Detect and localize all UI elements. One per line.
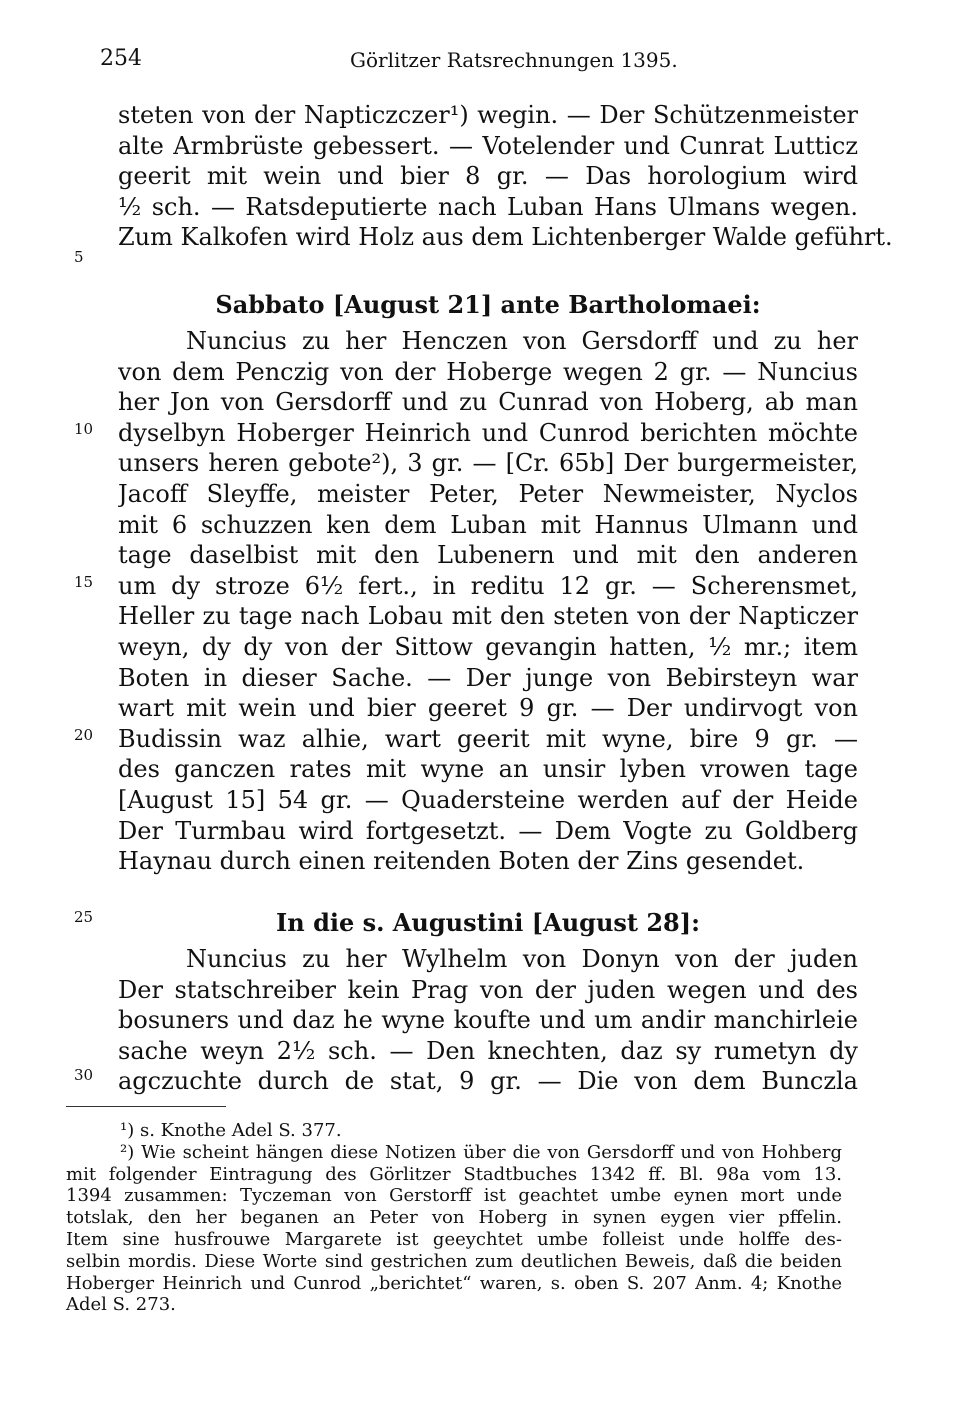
page-header bbox=[100, 46, 860, 82]
text-line: Der Turmbau wird fortgesetzt. — Dem Vogte zu Goldberg bbox=[118, 816, 858, 845]
footnote-line: ¹) s. Knothe Adel S. 377. bbox=[120, 1120, 342, 1141]
text-block-2 bbox=[118, 326, 858, 877]
text-line: bosuners und daz he wyne koufte und um andir manchirleie bbox=[118, 1006, 858, 1035]
text-line: dyselbyn Hoberger Heinrich und Cunrod berichten möchte bbox=[118, 418, 858, 447]
footnote-rule bbox=[66, 1106, 226, 1107]
footnotes bbox=[66, 1120, 842, 1316]
margin-line-number: 5 bbox=[74, 248, 84, 266]
margin-line-number: 25 bbox=[74, 908, 94, 926]
text-line: Boten in dieser Sache. — Der junge von Bebirsteyn war bbox=[118, 663, 858, 692]
text-line: alte Armbrüste gebessert. — Votelender und Cunrat Lutticz bbox=[118, 131, 858, 160]
text-line: unsers heren gebote²), 3 gr. — [Cr. 65b] Der burgermeister, bbox=[118, 449, 858, 478]
text-line: mit 6 schuzzen ken dem Luban mit Hannus Ulmann und bbox=[118, 510, 858, 539]
margin-line-number: 30 bbox=[74, 1066, 94, 1084]
text-line: Nuncius zu her Henczen von Gersdorff und zu her bbox=[186, 327, 858, 355]
text-line: weyn, dy dy von der Sittow gevangin hatten, ½ mr.; item bbox=[118, 632, 858, 661]
text-line: steten von der Napticzczer¹) wegin. — Der Schützenmeister bbox=[118, 101, 858, 129]
page-number: 254 bbox=[100, 46, 142, 71]
text-line: Jacoff Sleyffe, meister Peter, Peter Newmeister, Nyclos bbox=[118, 479, 858, 508]
text-line: um dy stroze 6½ fert., in reditu 12 gr. — Scherensmet, bbox=[118, 571, 858, 600]
text-line: Haynau durch einen reitenden Boten der Zins gesendet. bbox=[118, 847, 805, 876]
text-line: Budissin waz alhie, wart geerit mit wyne, bire 9 gr. — bbox=[118, 724, 858, 753]
text-line: Der statschreiber kein Prag von der juden wegen und des bbox=[118, 975, 858, 1004]
text-line: geerit mit wein und bier 8 gr. — Das horologium wird bbox=[118, 162, 858, 191]
text-line: ½ sch. — Ratsdeputierte nach Luban Hans Ulmans wegen. bbox=[118, 192, 858, 221]
footnote-line: 1394 zusammen: Tyczeman von Gerstorff ist geachtet umbe eynen mort unde bbox=[66, 1185, 842, 1207]
text-line: agczuchte durch de stat, 9 gr. — Die von dem Bunczla bbox=[118, 1067, 858, 1096]
text-line: des ganczen rates mit wyne an unsir lyben vrowen tage bbox=[118, 755, 858, 784]
footnote-line: ²) Wie scheint hängen diese Notizen über die von Gersdorff und von Hohberg bbox=[120, 1141, 842, 1163]
section-heading-sabbato: Sabbato [August 21] ante Bartholomaei: bbox=[215, 290, 761, 319]
margin-line-number: 10 bbox=[74, 420, 94, 438]
text-line: her Jon von Gersdorff und zu Cunrad von Hoberg, ab man bbox=[118, 388, 858, 417]
text-line: Heller zu tage nach Lobau mit den steten von der Napticzer bbox=[118, 602, 858, 631]
text-line: Zum Kalkofen wird Holz aus dem Lichtenberger Walde geführt. bbox=[118, 223, 893, 252]
text-line: sache weyn 2½ sch. — Den knechten, daz sy rumetyn dy bbox=[118, 1036, 858, 1065]
text-line: von dem Penczig von der Hoberge wegen 2 gr. — Nuncius bbox=[118, 357, 858, 386]
text-line: Nuncius zu her Wylhelm von Donyn von der juden bbox=[186, 945, 858, 973]
footnote-line: Item sine husfrouwe Margarete ist geeychtet umbe folleist unde holffe des- bbox=[66, 1228, 842, 1250]
footnote-line: Adel S. 273. bbox=[66, 1294, 176, 1316]
text-line: tage daselbist mit den Lubenern und mit den anderen bbox=[118, 541, 858, 570]
margin-line-number: 20 bbox=[74, 726, 94, 744]
running-head: Görlitzer Ratsrechnungen 1395. bbox=[350, 48, 678, 72]
section-heading-augustini: In die s. Augustini [August 28]: bbox=[276, 908, 700, 937]
text-line: [August 15] 54 gr. — Quadersteine werden auf der Heide bbox=[118, 785, 858, 814]
text-line: wart mit wein und bier geeret 9 gr. — Der undirvogt von bbox=[118, 694, 858, 723]
footnote-line: totslak, den her beganen an Peter von Hoberg in synen eygen vier pffelin. bbox=[66, 1207, 842, 1229]
text-block-1 bbox=[118, 100, 893, 253]
text-block-3 bbox=[118, 944, 858, 1097]
margin-line-number: 15 bbox=[74, 573, 94, 591]
footnote-line: selbin mordis. Diese Worte sind gestrichen zum deutlichen Beweis, daß die beiden bbox=[66, 1250, 842, 1272]
footnote-line: Hoberger Heinrich und Cunrod „berichtet“ waren, s. oben S. 207 Anm. 4; Knothe bbox=[66, 1272, 842, 1294]
footnote-line: mit folgender Eintragung des Görlitzer Stadtbuches 1342 ff. Bl. 98a vom 13. bbox=[66, 1163, 842, 1185]
